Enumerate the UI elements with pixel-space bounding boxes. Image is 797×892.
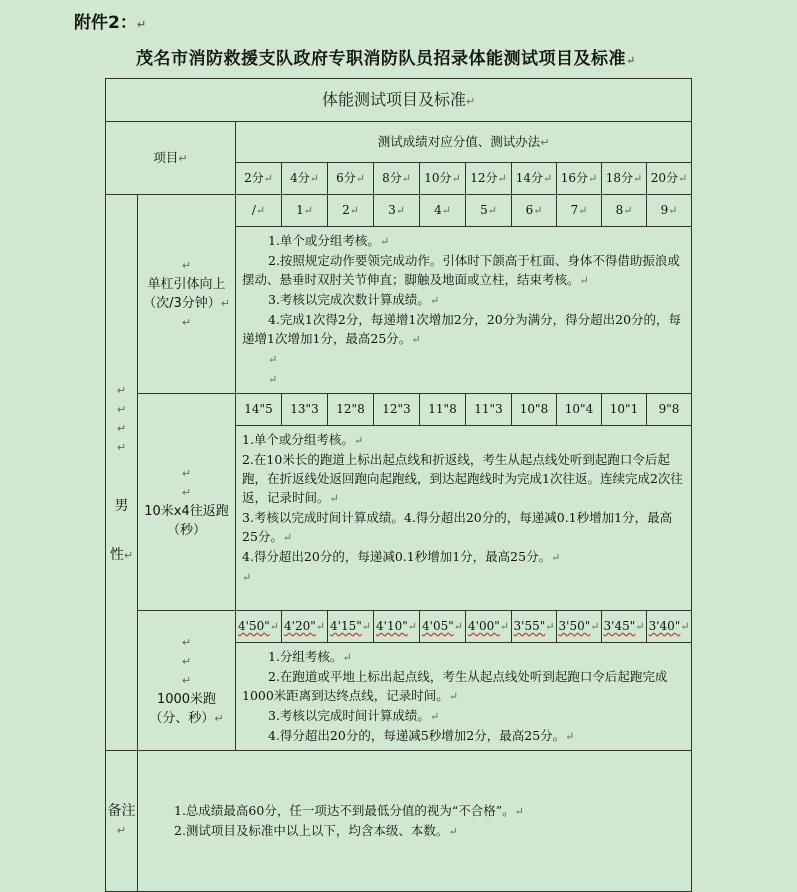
value-cell: 8↵ <box>602 195 647 227</box>
value-cell: 4'50"↵ <box>236 611 282 643</box>
value-cell: 4'15"↵ <box>328 611 374 643</box>
value-cell: 4'05"↵ <box>420 611 466 643</box>
value-cell: 7↵ <box>557 195 602 227</box>
score-cell: 12分↵ <box>466 163 512 195</box>
document-title: 茂名市消防救援支队政府专职消防队员招录体能测试项目及标准↵ <box>136 49 636 69</box>
score-cell: 6分↵ <box>328 163 374 195</box>
value-cell: 10"8 <box>512 394 557 426</box>
score-cell: 2分↵ <box>236 163 282 195</box>
value-cell: 6↵ <box>512 195 557 227</box>
score-cell: 8分↵ <box>374 163 420 195</box>
run1000-rules: 1.分组考核。↵ 2.在跑道或平地上标出起点线，考生从起点线处听到起跑口令后起跑完成1000米距离到达终点线，记录时间。↵ 3.考核以完成时间计算成绩。↵ 4.得分超出20分的，每递减5秒增加2分，最高25分。↵ <box>236 643 692 751</box>
value-cell: 3↵ <box>374 195 420 227</box>
item-name-shuttle: ↵ ↵ 10米x4往返跑（秒） <box>138 394 236 611</box>
value-cell: 3'50"↵ <box>557 611 602 643</box>
value-cell: 4'00"↵ <box>466 611 512 643</box>
value-cell: 4'20"↵ <box>282 611 328 643</box>
gender-male: ↵ ↵ ↵ ↵ 男 性↵ <box>106 195 138 751</box>
table-title: 体能测试项目及标准↵ <box>106 79 692 122</box>
shuttle-values-row <box>106 394 692 426</box>
pullup-values-row <box>106 195 692 227</box>
value-cell: /↵ <box>236 195 282 227</box>
value-cell: 10"1 <box>602 394 647 426</box>
standards-table <box>105 78 692 892</box>
value-cell: 9"8 <box>647 394 692 426</box>
shuttle-rules: 1.单个或分组考核。↵ 2.在10米长的跑道上标出起点线和折返线，考生从起点线处听到起跑口令后起跑，在折返线处返回跑向起跑线，到达起跑线时为完成1次往返。连续完成2次往返，记录时间。↵ 3.考核以完成时间计算成绩。4.得分超出20分的，每递减0.1秒增加1分，最高25分。↵ 4.得分超出20分的，每递减0.1秒增加1分，最高25分。↵ ↵ <box>236 426 692 611</box>
value-cell: 11"8 <box>420 394 466 426</box>
value-cell: 3'55"↵ <box>512 611 557 643</box>
notes-body: 1.总成绩最高60分，任一项达不到最低分值的视为“不合格”。↵ 2.测试项目及标准中以上以下，均含本级、本数。↵ <box>138 751 692 892</box>
pullup-rules: 1.单个或分组考核。↵ 2.按照规定动作要领完成动作。引体时下颌高于杠面、身体不得借助振浪或摆动、悬垂时双肘关节伸直；脚触及地面或立柱，结束考核。↵ 3.考核以完成次数计算成绩。↵ 4.完成1次得2分，每递增1次增加2分，20分为满分，得分超出20分的，每递增1次增加1分，最高25分。↵ ↵ ↵ <box>236 227 692 394</box>
value-cell: 12"3 <box>374 394 420 426</box>
value-cell: 10"4 <box>557 394 602 426</box>
value-cell: 4'10"↵ <box>374 611 420 643</box>
item-name-1000m: ↵ ↵ ↵ 1000米跑（分、秒）↵ <box>138 611 236 751</box>
score-cell: 20分↵ <box>647 163 692 195</box>
header-item: 项目↵ <box>106 122 236 195</box>
value-cell: 12"8 <box>328 394 374 426</box>
score-cell: 14分↵ <box>512 163 557 195</box>
value-cell: 13"3 <box>282 394 328 426</box>
value-cell: 4↵ <box>420 195 466 227</box>
value-cell: 14"5 <box>236 394 282 426</box>
attachment-label: 附件2：↵ <box>74 13 147 33</box>
value-cell: 1↵ <box>282 195 328 227</box>
value-cell: 2↵ <box>328 195 374 227</box>
score-cell: 4分↵ <box>282 163 328 195</box>
score-cell: 16分↵ <box>557 163 602 195</box>
value-cell: 3'45"↵ <box>602 611 647 643</box>
value-cell: 9↵ <box>647 195 692 227</box>
value-cell: 5↵ <box>466 195 512 227</box>
header-scores-method: 测试成绩对应分值、测试办法↵ <box>236 122 692 163</box>
notes-label: 备注↵ <box>106 751 138 892</box>
value-cell: 3'40"↵ <box>647 611 692 643</box>
score-cell: 18分↵ <box>602 163 647 195</box>
item-name-pullup: ↵ 单杠引体向上（次/3分钟）↵ ↵ <box>138 195 236 394</box>
score-cell: 10分↵ <box>420 163 466 195</box>
run1000-values-row <box>106 611 692 643</box>
value-cell: 11"3 <box>466 394 512 426</box>
